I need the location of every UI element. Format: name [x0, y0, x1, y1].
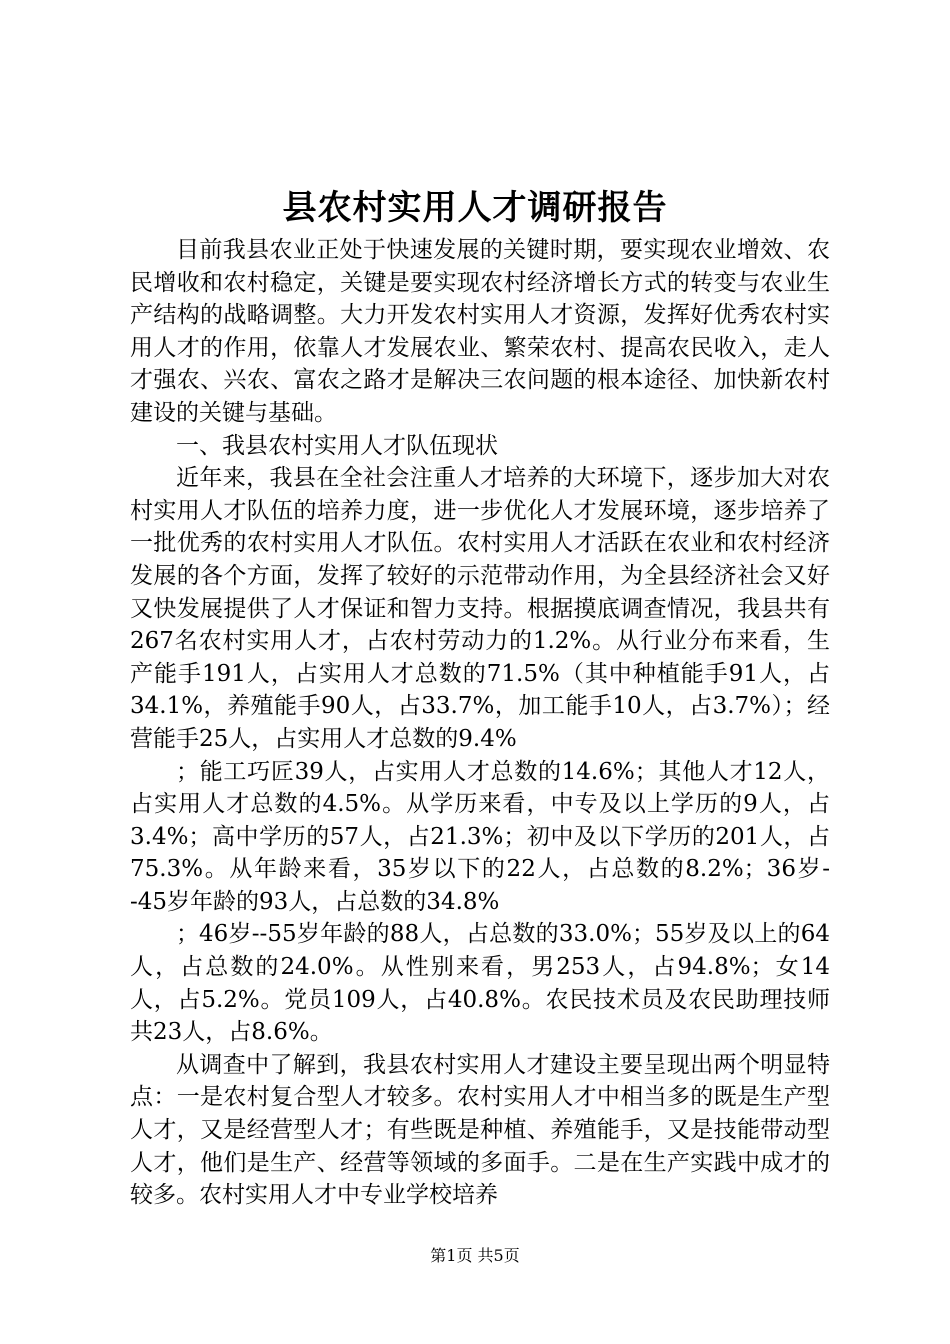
- paragraph-status: 近年来，我县在全社会注重人才培养的大环境下，逐步加大对农村实用人才队伍的培养力度，进一步优化人才发展环境，逐步培养了一批优秀的农村实用人才队伍。农村实用人才活跃在农业和农村经济发展的各个方面，发挥了较好的示范带动作用，为全县经济社会又好又快发展提供了人才保证和智力支持。根据摸底调查情况，我县共有267名农村实用人才，占农村劳动力的1.2%。从行业分布来看，生产能手191人，占实用人才总数的71.5%（其中种植能手91人，占34.1%，养殖能手90人，占33.7%，加工能手10人，占3.7%）；经营能手25人，占实用人才总数的9.4%: [130, 465, 830, 752]
- paragraph-age-gender: ；46岁--55岁年龄的88人，占总数的33.0%；55岁及以上的64人，占总数的24.0%。从性别来看，男253人，占94.8%；女14人，占5.2%。党员109人，占40.8%。农民技术员及农民助理技师共23人，占8.6%。: [130, 921, 830, 1046]
- paragraph-status-continued: ；能工巧匠39人，占实用人才总数的14.6%；其他人才12人，占实用人才总数的4.5%。从学历来看，中专及以上学历的9人，占3.4%；高中学历的57人，占21.3%；初中及以下学历的201人，占75.3%。从年龄来看，35岁以下的22人，占总数的8.2%；36岁--45岁年龄的93人，占总数的34.8%: [130, 758, 830, 915]
- page-footer: 第1页 共5页: [430, 1246, 520, 1265]
- paragraph-features: 从调查中了解到，我县农村实用人才建设主要呈现出两个明显特点：一是农村复合型人才较多。农村实用人才中相当多的既是生产型人才，又是经营型人才；有些既是种植、养殖能手，又是技能带动型人才，他们是生产、经营等领域的多面手。二是在生产实践中成才的较多。农村实用人才中专业学校培养: [130, 1051, 830, 1209]
- document-body: [130, 234, 830, 1212]
- paragraph-intro: 目前我县农业正处于快速发展的关键时期，要实现农业增效、农民增收和农村稳定，关键是要实现农村经济增长方式的转变与农业生产结构的战略调整。大力开发农村实用人才资源，发挥好优秀农村实用人才的作用，依靠人才发展农业、繁荣农村、提高农民收入，走人才强农、兴农、富农之路才是解决三农问题的根本途径、加快新农村建设的关键与基础。: [130, 237, 830, 426]
- section-heading: 一、我县农村实用人才队伍现状: [176, 432, 498, 459]
- document-title: 县农村实用人才调研报告: [282, 188, 668, 228]
